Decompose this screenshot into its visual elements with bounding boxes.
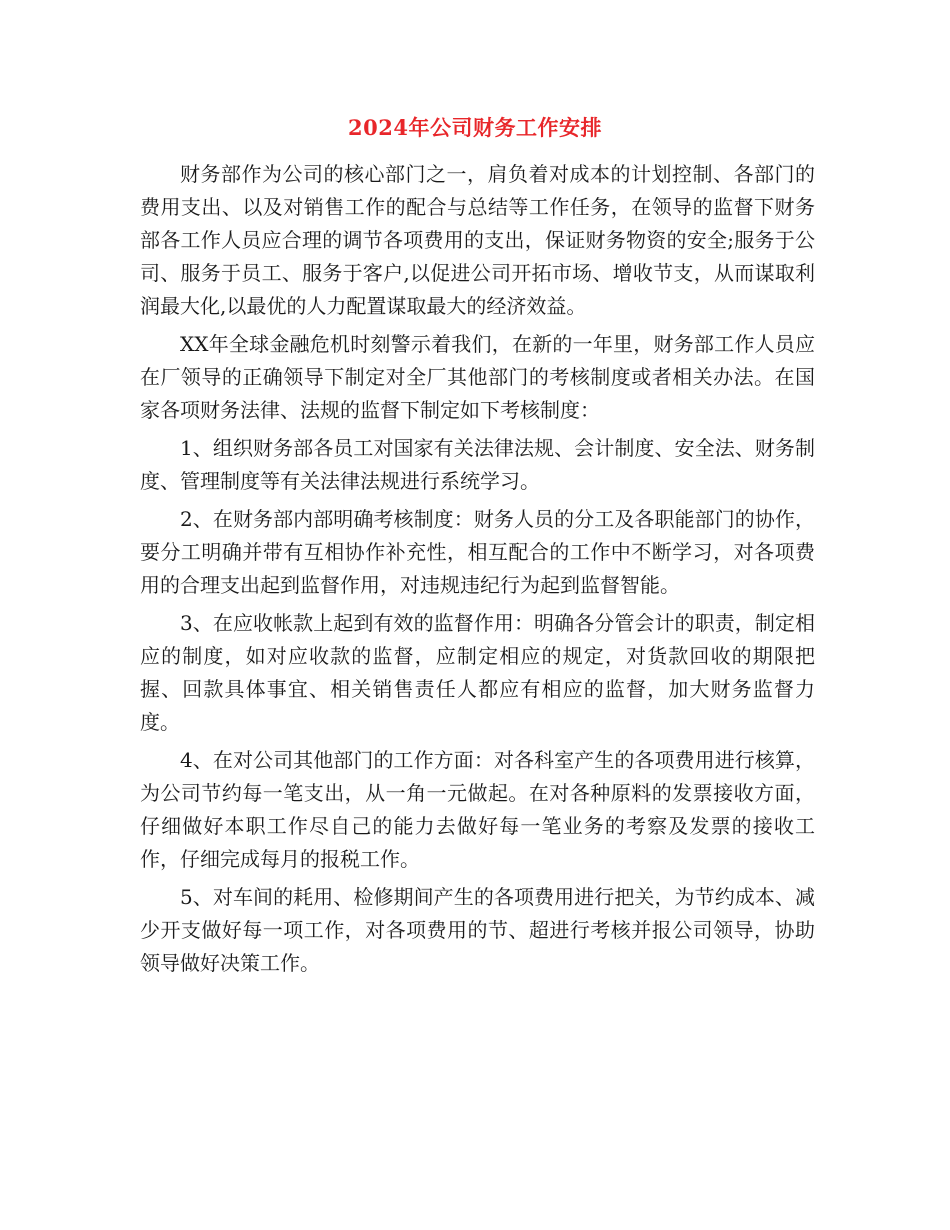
- paragraph-item-5: 5、对车间的耗用、检修期间产生的各项费用进行把关，为节约成本、减少开支做好每一项工作，对各项费用的节、超进行考核并报公司领导，协助领导做好决策工作。: [140, 885, 815, 975]
- paragraph-item-1: 1、组织财务部各员工对国家有关法律法规、会计制度、安全法、财务制度、管理制度等有关法律法规进行系统学习。: [140, 436, 815, 493]
- paragraph-context: XX年全球金融危机时刻警示着我们，在新的一年里，财务部工作人员应在厂领导的正确领导下制定对全厂其他部门的考核制度或者相关办法。在国家各项财务法律、法规的监督下制定如下考核制度：: [140, 332, 815, 422]
- paragraph-item-3: 3、在应收帐款上起到有效的监督作用：明确各分管会计的职责，制定相应的制度，如对应收款的监督，应制定相应的规定，对货款回收的期限把握、回款具体事宜、相关销售责任人都应有相应的监督，加大财务监督力度。: [140, 611, 815, 734]
- paragraph-intro: 财务部作为公司的核心部门之一，肩负着对成本的计划控制、各部门的费用支出、以及对销售工作的配合与总结等工作任务，在领导的监督下财务部各工作人员应合理的调节各项费用的支出，保证财务物资的安全;服务于公司、服务于员工、服务于客户,以促进公司开拓市场、增收节支，从而谋取利润最大化,以最优的人力配置谋取最大的经济效益。: [140, 162, 815, 318]
- document-body: [140, 158, 815, 985]
- document-title: 2024年公司财务工作安排: [348, 115, 602, 140]
- paragraph-item-2: 2、在财务部内部明确考核制度：财务人员的分工及各职能部门的协作，要分工明确并带有互相协作补充性，相互配合的工作中不断学习，对各项费用的合理支出起到监督作用，对违规违纪行为起到监督智能。: [140, 507, 815, 597]
- paragraph-item-4: 4、在对公司其他部门的工作方面：对各科室产生的各项费用进行核算，为公司节约每一笔支出，从一角一元做起。在对各种原料的发票接收方面，仔细做好本职工作尽自己的能力去做好每一笔业务的考察及发票的接收工作，仔细完成每月的报税工作。: [140, 748, 815, 871]
